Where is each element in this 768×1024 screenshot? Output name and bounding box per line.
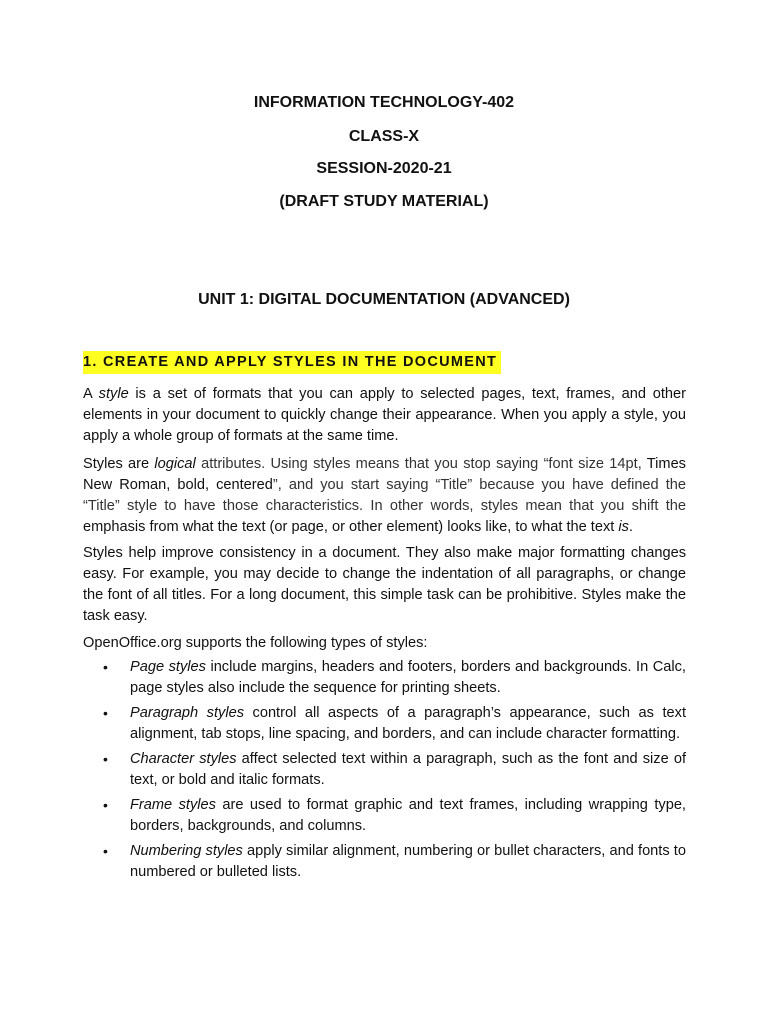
paragraph-logical-attributes xyxy=(83,454,686,538)
list-item-text: are used to format graphic and text frames, including wrapping type, borders, backgrounds, and columns. xyxy=(130,797,686,834)
list-item-text: affect selected text within a paragraph, such as the font and size of text, or bold and italic formats. xyxy=(130,751,686,788)
list-item-page-styles xyxy=(83,657,686,699)
paragraph-style-definition xyxy=(83,384,686,447)
term-style: style xyxy=(98,386,129,402)
list-item-text: control all aspects of a paragraph’s appearance, such as text alignment, tab stops, line spacing, and borders, and can include character formatting. xyxy=(130,705,687,742)
term-logical: logical xyxy=(154,456,196,472)
para1-body: is a set of formats that you can apply to selected pages, text, frames, and other elements in your document to quickly change their appearance. When you apply a style, you apply a whole group of formats at the same time. xyxy=(83,386,686,444)
para2-part4: emphasis from what the text (or page, or other element) looks like, to what the text xyxy=(83,519,619,535)
para2-part3: ”, and you start saying “Title” because you have defined the “Title” style to have those characteristics. In other words, styles mean that you shift the xyxy=(83,477,687,514)
list-item-frame-styles xyxy=(83,795,686,837)
bullet-icon: • xyxy=(103,843,108,859)
list-item-text: apply similar alignment, numbering or bullet characters, and fonts to numbered or bulleted lists. xyxy=(130,843,686,880)
paragraph-style-types-intro: OpenOffice.org supports the following types of styles: xyxy=(83,635,428,651)
style-types-list xyxy=(83,657,686,883)
para2-part1: attributes. Using styles means that you stop saying “font size 14pt, xyxy=(195,456,647,472)
term-paragraph-styles: Paragraph styles xyxy=(130,705,244,721)
class-title: CLASS-X xyxy=(348,128,420,145)
para2-lead: Styles are xyxy=(83,456,155,472)
session-title: SESSION-2020-21 xyxy=(316,160,452,177)
bullet-icon: • xyxy=(103,797,108,813)
list-item-text: include margins, headers and footers, borders and backgrounds. In Calc, page styles also include the sequence for printing sheets. xyxy=(130,659,686,696)
term-numbering-styles: Numbering styles xyxy=(130,843,243,859)
bullet-icon: • xyxy=(103,705,108,721)
term-character-styles: Character styles xyxy=(130,751,237,767)
para1-lead: A xyxy=(83,386,99,402)
para2-part2: Times New Roman, bold, centered xyxy=(83,456,686,493)
unit-title: UNIT 1: DIGITAL DOCUMENTATION (ADVANCED) xyxy=(198,291,570,308)
term-is: is xyxy=(618,519,629,535)
bullet-icon: • xyxy=(103,659,108,675)
bullet-icon: • xyxy=(103,751,108,767)
list-item-character-styles xyxy=(83,749,686,791)
term-frame-styles: Frame styles xyxy=(130,797,216,813)
paragraph-consistency: Styles help improve consistency in a document. They also make major formatting changes easy. For example, you may decide to change the indentation of all paragraphs, or change the font of all titles. For a long document, this simple task can be prohibitive. Styles make the task easy. xyxy=(83,545,686,624)
list-item-paragraph-styles xyxy=(83,703,686,745)
para2-end: . xyxy=(628,519,633,535)
list-item-numbering-styles xyxy=(83,841,686,883)
subject-title: INFORMATION TECHNOLOGY-402 xyxy=(253,94,515,111)
section-heading-highlighted: 1. CREATE AND APPLY STYLES IN THE DOCUMENT xyxy=(83,351,501,374)
draft-title: (DRAFT STUDY MATERIAL) xyxy=(279,193,489,210)
term-page-styles: Page styles xyxy=(130,659,206,675)
